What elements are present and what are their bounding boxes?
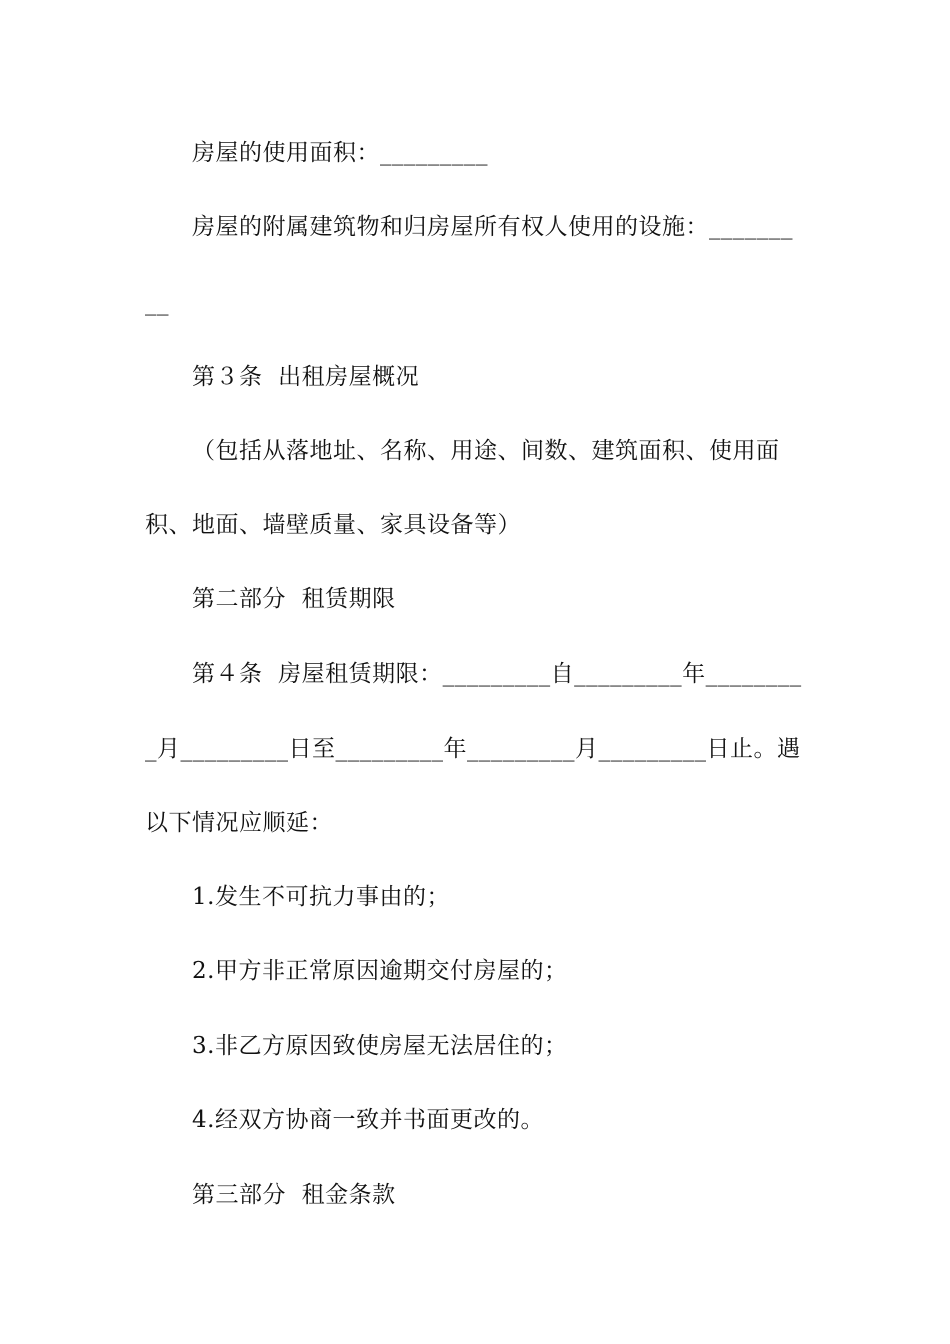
article-3-note-continued: 积、地面、墙壁质量、家具设备等） bbox=[145, 512, 521, 538]
extension-item-2: 2.甲方非正常原因逾期交付房屋的； bbox=[192, 958, 568, 984]
extension-item-4: 4.经双方协商一致并书面更改的。 bbox=[192, 1107, 544, 1133]
article-4-term: 第４条 房屋租赁期限：_________自_________年________ bbox=[192, 661, 802, 687]
article-3-note: （包括从落地址、名称、用途、间数、建筑面积、使用面 bbox=[192, 438, 780, 464]
part-3-heading: 第三部分 租金条款 bbox=[192, 1182, 396, 1208]
facilities-line-continued: __ bbox=[145, 290, 169, 316]
article-4-term-continued: _月_________日至_________年_________月_________日止。遇 bbox=[145, 736, 801, 762]
extension-item-3: 3.非乙方原因致使房屋无法居住的； bbox=[192, 1033, 568, 1059]
part-2-heading: 第二部分 租赁期限 bbox=[192, 586, 396, 612]
usable-area-line: 房屋的使用面积：_________ bbox=[192, 140, 488, 166]
facilities-line: 房屋的附属建筑物和归房屋所有权人使用的设施：_______ bbox=[192, 214, 793, 240]
extension-intro: 以下情况应顺延： bbox=[145, 810, 333, 836]
article-3-heading: 第３条 出租房屋概况 bbox=[192, 364, 420, 390]
extension-item-1: 1.发生不可抗力事由的； bbox=[192, 884, 450, 910]
